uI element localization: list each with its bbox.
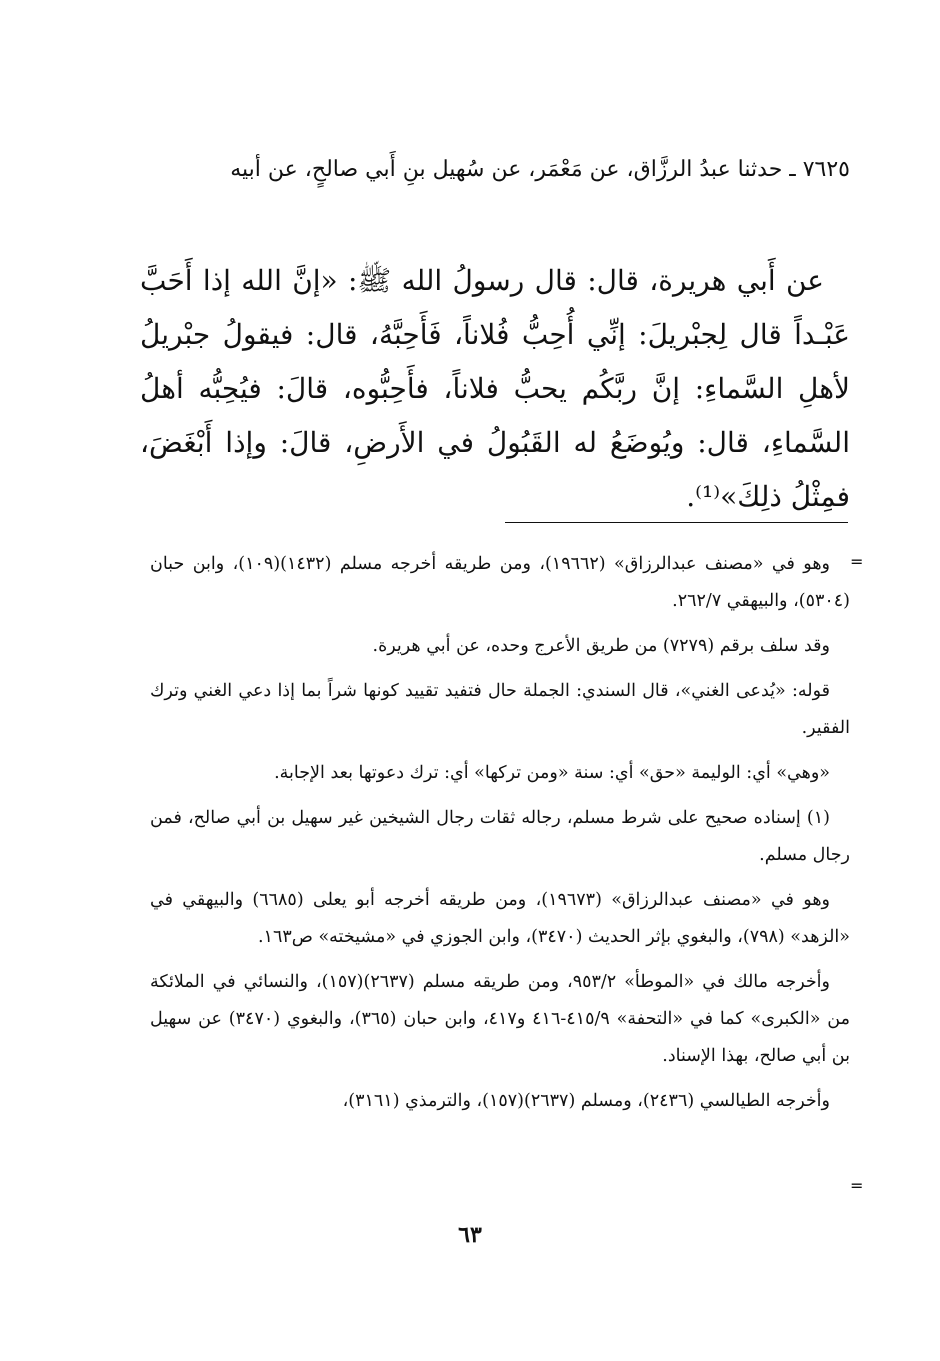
footnote-separator-line xyxy=(505,522,848,523)
footnote-paragraph: وقد سلف برقم (٧٢٧٩) من طريق الأعرج وحده، عن أبي هريرة. xyxy=(372,636,830,656)
hadith-text: عن أَبي هريرة، قال: قال رسولُ الله ﷺ: «إنَّ الله إذا أَحَبَّ عَبْـداً قال لِجبْريلَ: إنِّي أُحِبُّ فُلاناً، فَأَحِبَّهُ، قال: فيقولُ جبْريلُ لأهلِ السَّماءِ: إنَّ ربَّكُم يحبُّ فلاناً، فأَحِبُّوه، قالَ: فيُحِبُّه أهلُ السَّماءِ، قال: ويُوضَعُ له القَبُولُ في الأَرضِ، قالَ: وإذا أَبْغَضَ، فمِثْلُ ذلِكَ»⁽¹⁾. xyxy=(140,264,850,513)
footnote-paragraph: «وهي» أي: الوليمة «حق» أي: سنة «ومن تركها» أي: ترك دعوتها بعد الإجابة. xyxy=(274,763,830,783)
continued-from-previous-page-mark: = xyxy=(850,552,864,571)
continues-on-next-page-mark: = xyxy=(850,1176,864,1195)
footnote-paragraph: وهو في «مصنف عبدالرزاق» (١٩٦٧٣)، ومن طريقه أخرجه أبو يعلى (٦٦٨٥) والبيهقي في «الزهد» (٧٩٨)، والبغوي بإثر الحديث (٣٤٧٠)، وابن الجوزي في «مشيخته» ص١٦٣. xyxy=(150,890,850,947)
hadith-chain-of-narration xyxy=(140,148,850,192)
footnote-paragraph: قوله: «يُدعى الغني»، قال السندي: الجملة حال فتفيد تقييد كونها شراً بما إذا دعي الغني وترك الفقير. xyxy=(150,681,850,738)
footnote-paragraph: وهو في «مصنف عبدالرزاق» (١٩٦٦٢)، ومن طريقه أخرجه مسلم (١٤٣٢)(١٠٩)، وابن حبان (٥٣٠٤)، والبيهقي ٢٦٢/٧. xyxy=(150,554,850,611)
page-number: ٦٣ xyxy=(458,1222,482,1248)
footnote-paragraph: وأخرجه الطيالسي (٢٤٣٦)، ومسلم (٢٦٣٧)(١٥٧)، والترمذي (٣١٦١)، xyxy=(342,1091,830,1111)
footnote-paragraph: وأخرجه مالك في «الموطأ» ٩٥٣/٢، ومن طريقه مسلم (٢٦٣٧)(١٥٧)، والنسائي في الملائكة من «الكبرى» كما في «التحفة» ٤١٥/٩-٤١٦ و٤١٧، وابن حبان (٣٦٥)، والبغوي (٣٤٧٠) عن سهيل بن أبي صالح، بهذا الإسناد. xyxy=(150,972,850,1066)
footnotes-section xyxy=(150,546,850,1128)
hadith-chain-text: ٧٦٢٥ ـ حدثنا عبدُ الرزَّاق، عن مَعْمَر، عن سُهيل بنِ أَبي صالحٍ، عن أبيه xyxy=(230,157,850,182)
hadith-text-block xyxy=(140,254,850,524)
footnote-paragraph: (١) إسناده صحيح على شرط مسلم، رجاله ثقات رجال الشيخين غير سهيل بن أبي صالح، فمن رجال مسلم. xyxy=(150,808,850,865)
